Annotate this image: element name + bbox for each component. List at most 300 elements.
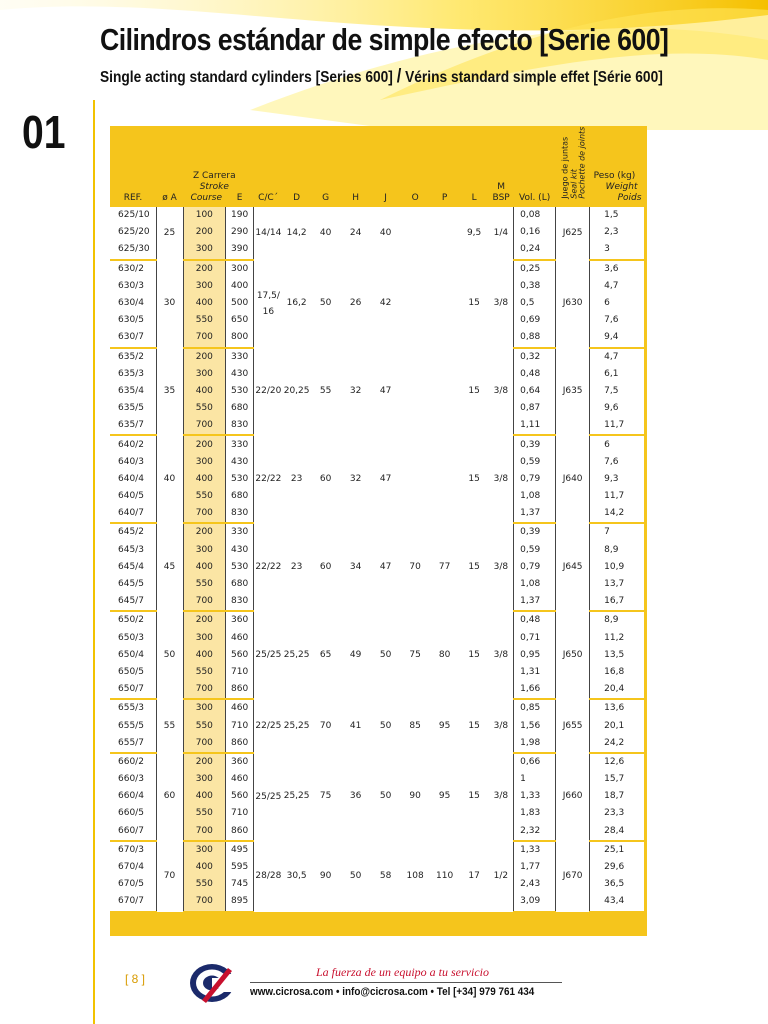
weight-cell: 25,1 — [590, 841, 644, 859]
ref-cell: 625/10 — [110, 207, 156, 224]
header-cc-label: C/C — [258, 193, 274, 203]
g-cell: 90 — [311, 841, 341, 912]
header-e: E — [226, 126, 254, 207]
weight-cell: 23,3 — [590, 805, 644, 822]
ref-cell: 630/3 — [110, 278, 156, 295]
header-d: D — [283, 126, 311, 207]
header-seal-fr: Pochette de joints — [576, 126, 586, 199]
e-cell: 680 — [226, 488, 254, 505]
header-cc: C/Cˊ — [254, 126, 283, 207]
stroke-cell: 200 — [183, 753, 226, 771]
weight-cell: 6 — [590, 295, 644, 312]
vol-cell: 0,88 — [514, 329, 556, 347]
vol-cell: 0,48 — [514, 366, 556, 383]
vol-cell: 0,25 — [514, 260, 556, 278]
ref-cell: 645/5 — [110, 576, 156, 593]
table-row — [110, 348, 644, 366]
weight-cell: 3 — [590, 241, 644, 259]
weight-cell: 20,1 — [590, 717, 644, 734]
e-cell: 595 — [226, 859, 254, 876]
e-cell: 560 — [226, 788, 254, 805]
o-cell — [401, 207, 430, 260]
vol-cell: 0,24 — [514, 241, 556, 259]
vol-cell: 1,08 — [514, 576, 556, 593]
stroke-cell: 700 — [183, 893, 226, 911]
weight-cell: 7,6 — [590, 312, 644, 329]
o-cell — [401, 348, 430, 436]
stroke-cell: 100 — [183, 207, 226, 224]
h-cell: 50 — [341, 841, 371, 912]
m-cell: 3/8 — [489, 753, 514, 841]
vol-cell: 1,11 — [514, 417, 556, 435]
vol-cell: 1,33 — [514, 788, 556, 805]
weight-cell: 13,5 — [590, 647, 644, 664]
bore-cell: 40 — [156, 435, 183, 523]
weight-cell: 6 — [590, 435, 644, 453]
bore-cell: 60 — [156, 753, 183, 841]
footer-contact: www.cicrosa.com • info@cicrosa.com • Tel [+34] 979 761 434 — [250, 986, 535, 998]
ref-cell: 650/3 — [110, 630, 156, 647]
vol-cell: 1,66 — [514, 681, 556, 699]
seal-kit-cell: J655 — [556, 699, 590, 753]
table-row — [110, 260, 644, 278]
vol-cell: 0,16 — [514, 224, 556, 241]
vol-cell: 1,37 — [514, 505, 556, 523]
seal-kit-cell: J660 — [556, 753, 590, 841]
weight-cell: 16,7 — [590, 593, 644, 611]
stroke-cell: 400 — [183, 788, 226, 805]
weight-cell: 4,7 — [590, 348, 644, 366]
table-row — [110, 699, 644, 717]
e-cell: 360 — [226, 753, 254, 771]
e-cell: 895 — [226, 893, 254, 911]
seal-kit-cell: J645 — [556, 523, 590, 611]
ref-cell: 630/4 — [110, 295, 156, 312]
vol-cell: 0,64 — [514, 383, 556, 400]
vol-cell: 0,66 — [514, 753, 556, 771]
vol-cell: 0,79 — [514, 559, 556, 576]
chapter-number: 01 — [22, 106, 66, 158]
stroke-cell: 200 — [183, 435, 226, 453]
g-cell: 60 — [311, 523, 341, 611]
vol-cell: 1,98 — [514, 735, 556, 753]
p-cell: 80 — [430, 611, 460, 699]
stroke-cell: 700 — [183, 417, 226, 435]
d-cell: 20,25 — [283, 348, 311, 436]
ref-cell: 635/3 — [110, 366, 156, 383]
vol-cell: 0,48 — [514, 611, 556, 629]
ref-cell: 640/7 — [110, 505, 156, 523]
o-cell: 108 — [401, 841, 430, 912]
l-cell: 17 — [460, 841, 489, 912]
stroke-cell: 200 — [183, 260, 226, 278]
m-cell: 3/8 — [489, 348, 514, 436]
ref-cell: 660/3 — [110, 771, 156, 788]
p-cell — [430, 348, 460, 436]
header-m: M — [497, 182, 505, 192]
header-weight-en: Weight — [605, 182, 638, 192]
j-cell: 40 — [371, 207, 401, 260]
h-cell: 49 — [341, 611, 371, 699]
spec-table-panel — [110, 126, 647, 936]
table-row — [110, 611, 644, 629]
stroke-cell: 400 — [183, 383, 226, 400]
ref-cell: 645/3 — [110, 542, 156, 559]
ref-cell: 635/7 — [110, 417, 156, 435]
cc-cell: 22/22 — [254, 435, 283, 523]
stroke-cell: 300 — [183, 771, 226, 788]
weight-cell: 11,7 — [590, 488, 644, 505]
weight-cell: 11,2 — [590, 630, 644, 647]
e-cell: 710 — [226, 805, 254, 822]
ref-cell: 650/2 — [110, 611, 156, 629]
weight-cell: 13,7 — [590, 576, 644, 593]
table-row — [110, 753, 644, 771]
l-cell: 15 — [460, 523, 489, 611]
bore-cell: 30 — [156, 260, 183, 348]
ref-cell: 650/7 — [110, 681, 156, 699]
header-weight — [590, 126, 644, 207]
header-vol: Vol. (L) — [514, 126, 556, 207]
cc-cell: 25/25 — [254, 753, 283, 841]
vol-cell: 1,31 — [514, 664, 556, 681]
seal-kit-cell: J630 — [556, 260, 590, 348]
o-cell: 90 — [401, 753, 430, 841]
ref-cell: 640/3 — [110, 454, 156, 471]
vol-cell: 0,87 — [514, 400, 556, 417]
stroke-cell: 300 — [183, 699, 226, 717]
o-cell — [401, 260, 430, 348]
l-cell: 15 — [460, 348, 489, 436]
p-cell: 110 — [430, 841, 460, 912]
vol-cell: 0,39 — [514, 523, 556, 541]
cc-cell: 22/22 — [254, 523, 283, 611]
e-cell: 360 — [226, 611, 254, 629]
vol-cell: 0,59 — [514, 542, 556, 559]
vol-cell: 0,59 — [514, 454, 556, 471]
seal-kit-cell: J640 — [556, 435, 590, 523]
e-cell: 800 — [226, 329, 254, 347]
vol-cell: 1,77 — [514, 859, 556, 876]
o-cell — [401, 435, 430, 523]
header-g: G — [311, 126, 341, 207]
stroke-cell: 300 — [183, 454, 226, 471]
p-cell — [430, 260, 460, 348]
ref-cell: 630/5 — [110, 312, 156, 329]
h-cell: 32 — [341, 435, 371, 523]
table-row — [110, 523, 644, 541]
g-cell: 70 — [311, 699, 341, 753]
e-cell: 460 — [226, 699, 254, 717]
ref-cell: 655/7 — [110, 735, 156, 753]
e-cell: 390 — [226, 241, 254, 259]
p-cell: 95 — [430, 753, 460, 841]
stroke-cell: 700 — [183, 681, 226, 699]
bore-cell: 35 — [156, 348, 183, 436]
e-cell: 430 — [226, 366, 254, 383]
yellow-swoosh-decoration — [0, 0, 768, 130]
page-subtitle — [100, 66, 663, 88]
footer-slogan: La fuerza de un equipo a tu servicio — [316, 965, 489, 979]
h-cell: 34 — [341, 523, 371, 611]
j-cell: 47 — [371, 523, 401, 611]
o-cell: 85 — [401, 699, 430, 753]
e-cell: 860 — [226, 823, 254, 841]
ref-cell: 645/2 — [110, 523, 156, 541]
header-weight-fr: Poids — [617, 193, 642, 203]
header-seal-en: Seal kit — [568, 169, 578, 199]
ref-cell: 635/2 — [110, 348, 156, 366]
ref-cell: 625/30 — [110, 241, 156, 259]
l-cell: 15 — [460, 753, 489, 841]
e-cell: 860 — [226, 681, 254, 699]
j-cell: 58 — [371, 841, 401, 912]
header-h: H — [341, 126, 371, 207]
vol-cell: 0,39 — [514, 435, 556, 453]
e-cell: 710 — [226, 717, 254, 734]
m-cell: 1/2 — [489, 841, 514, 912]
bore-cell: 25 — [156, 207, 183, 260]
weight-cell: 36,5 — [590, 876, 644, 893]
bore-cell: 55 — [156, 699, 183, 753]
weight-cell: 28,4 — [590, 823, 644, 841]
e-cell: 530 — [226, 383, 254, 400]
header-seal-es: Juego de juntas — [559, 136, 569, 199]
e-cell: 330 — [226, 523, 254, 541]
header-stroke — [183, 126, 236, 207]
ref-cell: 655/5 — [110, 717, 156, 734]
ref-cell: 635/4 — [110, 383, 156, 400]
header-stroke-es: Z Carrera — [193, 171, 236, 181]
p-cell: 95 — [430, 699, 460, 753]
footer-divider — [250, 982, 562, 983]
vol-cell: 1,83 — [514, 805, 556, 822]
subtitle-separator: / — [396, 66, 402, 87]
bore-cell: 50 — [156, 611, 183, 699]
ref-cell: 655/3 — [110, 699, 156, 717]
header-bore: ø A — [156, 126, 183, 207]
table-row — [110, 207, 644, 224]
ref-cell: 635/5 — [110, 400, 156, 417]
d-cell: 25,25 — [283, 611, 311, 699]
stroke-cell: 700 — [183, 505, 226, 523]
stroke-cell: 200 — [183, 224, 226, 241]
subtitle-en: Single acting standard cylinders [Series 600] — [100, 69, 393, 86]
e-cell: 530 — [226, 471, 254, 488]
e-cell: 710 — [226, 664, 254, 681]
e-cell: 650 — [226, 312, 254, 329]
ref-cell: 640/5 — [110, 488, 156, 505]
vol-cell: 1,37 — [514, 593, 556, 611]
seal-kit-cell: J670 — [556, 841, 590, 912]
d-cell: 25,25 — [283, 699, 311, 753]
weight-cell: 11,7 — [590, 417, 644, 435]
ref-cell: 625/20 — [110, 224, 156, 241]
e-cell: 500 — [226, 295, 254, 312]
weight-cell: 4,7 — [590, 278, 644, 295]
weight-cell: 29,6 — [590, 859, 644, 876]
stroke-cell: 550 — [183, 876, 226, 893]
cc-cell: 22/20 — [254, 348, 283, 436]
weight-cell: 1,5 — [590, 207, 644, 224]
g-cell: 60 — [311, 435, 341, 523]
stroke-cell: 200 — [183, 611, 226, 629]
spec-table-body — [110, 207, 644, 912]
weight-cell: 13,6 — [590, 699, 644, 717]
weight-cell: 12,6 — [590, 753, 644, 771]
h-cell: 32 — [341, 348, 371, 436]
stroke-cell: 300 — [183, 630, 226, 647]
header-bsp: BSP — [492, 193, 510, 203]
stroke-cell: 550 — [183, 664, 226, 681]
e-cell: 830 — [226, 505, 254, 523]
vol-cell: 0,5 — [514, 295, 556, 312]
l-cell: 15 — [460, 699, 489, 753]
cc-cell: 22/25 — [254, 699, 283, 753]
weight-cell: 7,5 — [590, 383, 644, 400]
stroke-cell: 700 — [183, 593, 226, 611]
weight-cell: 18,7 — [590, 788, 644, 805]
e-cell: 495 — [226, 841, 254, 859]
g-cell: 55 — [311, 348, 341, 436]
weight-cell: 43,4 — [590, 893, 644, 911]
o-cell: 75 — [401, 611, 430, 699]
header-p: P — [430, 126, 460, 207]
weight-cell: 14,2 — [590, 505, 644, 523]
seal-kit-cell: J635 — [556, 348, 590, 436]
ref-cell: 645/7 — [110, 593, 156, 611]
ref-cell: 630/2 — [110, 260, 156, 278]
e-cell: 830 — [226, 593, 254, 611]
vol-cell: 0,38 — [514, 278, 556, 295]
ref-cell: 650/4 — [110, 647, 156, 664]
d-cell: 16,2 — [283, 260, 311, 348]
weight-cell: 9,6 — [590, 400, 644, 417]
stroke-cell: 400 — [183, 559, 226, 576]
table-row — [110, 841, 644, 859]
stroke-cell: 400 — [183, 471, 226, 488]
ref-cell: 660/2 — [110, 753, 156, 771]
vol-cell: 2,43 — [514, 876, 556, 893]
ref-cell: 660/5 — [110, 805, 156, 822]
stroke-cell: 300 — [183, 366, 226, 383]
j-cell: 50 — [371, 753, 401, 841]
stroke-cell: 700 — [183, 329, 226, 347]
vol-cell: 3,09 — [514, 893, 556, 911]
m-cell: 3/8 — [489, 611, 514, 699]
e-cell: 430 — [226, 542, 254, 559]
vol-cell: 0,69 — [514, 312, 556, 329]
e-cell: 430 — [226, 454, 254, 471]
ref-cell: 660/7 — [110, 823, 156, 841]
j-cell: 42 — [371, 260, 401, 348]
weight-cell: 10,9 — [590, 559, 644, 576]
e-cell: 745 — [226, 876, 254, 893]
ref-cell: 670/4 — [110, 859, 156, 876]
weight-cell: 9,3 — [590, 471, 644, 488]
d-cell: 30,5 — [283, 841, 311, 912]
page-number: [ 8 ] — [125, 972, 146, 986]
header-stroke-en: Stroke — [199, 182, 229, 192]
d-cell: 25,25 — [283, 753, 311, 841]
j-cell: 47 — [371, 348, 401, 436]
h-cell: 24 — [341, 207, 371, 260]
l-cell: 15 — [460, 435, 489, 523]
weight-cell: 8,9 — [590, 611, 644, 629]
e-cell: 680 — [226, 576, 254, 593]
g-cell: 65 — [311, 611, 341, 699]
stroke-cell: 300 — [183, 542, 226, 559]
e-cell: 560 — [226, 647, 254, 664]
weight-cell: 8,9 — [590, 542, 644, 559]
weight-cell: 3,6 — [590, 260, 644, 278]
o-cell: 70 — [401, 523, 430, 611]
g-cell: 75 — [311, 753, 341, 841]
e-cell: 680 — [226, 400, 254, 417]
ref-cell: 670/3 — [110, 841, 156, 859]
stroke-cell: 550 — [183, 717, 226, 734]
weight-cell: 20,4 — [590, 681, 644, 699]
ref-cell: 660/4 — [110, 788, 156, 805]
l-cell: 15 — [460, 611, 489, 699]
vol-cell: 0,32 — [514, 348, 556, 366]
header-weight-es: Peso (kg) — [593, 171, 636, 181]
weight-cell: 9,4 — [590, 329, 644, 347]
m-cell: 3/8 — [489, 523, 514, 611]
l-cell: 9,5 — [460, 207, 489, 260]
page-title: Cilindros estándar de simple efecto [Serie 600] — [100, 22, 669, 57]
g-cell: 40 — [311, 207, 341, 260]
header-j: J — [371, 126, 401, 207]
weight-cell: 24,2 — [590, 735, 644, 753]
vol-cell: 0,79 — [514, 471, 556, 488]
p-cell — [430, 207, 460, 260]
stroke-cell: 550 — [183, 805, 226, 822]
l-cell: 15 — [460, 260, 489, 348]
j-cell: 50 — [371, 611, 401, 699]
e-cell: 860 — [226, 735, 254, 753]
h-cell: 41 — [341, 699, 371, 753]
h-cell: 36 — [341, 753, 371, 841]
cc-cell: 14/14 — [254, 207, 283, 260]
cc-cell: 28/28 — [254, 841, 283, 912]
ref-cell: 670/7 — [110, 893, 156, 911]
h-cell: 26 — [341, 260, 371, 348]
e-cell: 190 — [226, 207, 254, 224]
weight-cell: 6,1 — [590, 366, 644, 383]
stroke-cell: 700 — [183, 735, 226, 753]
stroke-cell: 200 — [183, 523, 226, 541]
e-cell: 530 — [226, 559, 254, 576]
ref-cell: 650/5 — [110, 664, 156, 681]
header-o: O — [401, 126, 430, 207]
g-cell: 50 — [311, 260, 341, 348]
stroke-cell: 300 — [183, 241, 226, 259]
stroke-cell: 400 — [183, 647, 226, 664]
stroke-cell: 300 — [183, 278, 226, 295]
e-cell: 460 — [226, 771, 254, 788]
vol-cell: 0,71 — [514, 630, 556, 647]
stroke-cell: 550 — [183, 488, 226, 505]
vol-cell: 1,08 — [514, 488, 556, 505]
d-cell: 23 — [283, 435, 311, 523]
ref-cell: 640/2 — [110, 435, 156, 453]
vol-cell: 1,33 — [514, 841, 556, 859]
vol-cell: 1,56 — [514, 717, 556, 734]
vol-cell: 0,95 — [514, 647, 556, 664]
stroke-cell: 550 — [183, 400, 226, 417]
vol-cell: 1 — [514, 771, 556, 788]
